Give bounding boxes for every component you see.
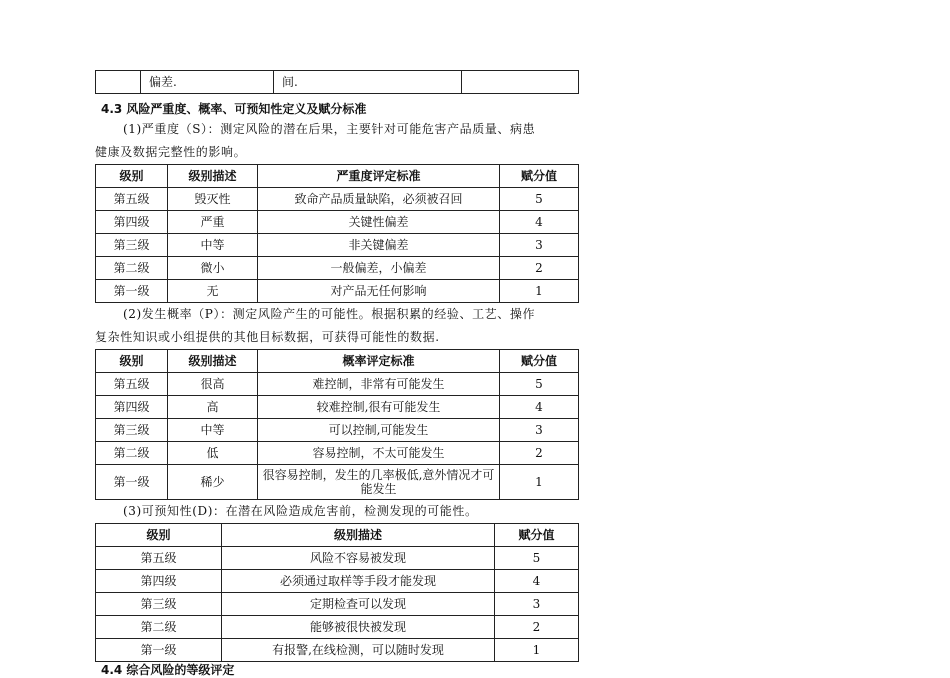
table-cell: 第二级 bbox=[96, 616, 222, 639]
probability-intro-line2: 复杂性知识或小组提供的其他目标数据，可获得可能性的数据. bbox=[95, 330, 440, 344]
table-cell: 1 bbox=[500, 465, 579, 500]
table-cell: 2 bbox=[500, 257, 579, 280]
table-row bbox=[96, 257, 579, 280]
table-cell: 能够被很快被发现 bbox=[222, 616, 495, 639]
table-row bbox=[96, 639, 579, 662]
table-cell: 低 bbox=[168, 442, 258, 465]
table-cell: 对产品无任何影响 bbox=[258, 280, 500, 303]
table-cell: 偏差. bbox=[141, 71, 274, 94]
table-cell bbox=[96, 71, 141, 94]
table-cell: 第二级 bbox=[96, 257, 168, 280]
table-cell: 4 bbox=[495, 570, 579, 593]
table-cell: 第三级 bbox=[96, 234, 168, 257]
table-row bbox=[96, 71, 579, 94]
table-cell: 3 bbox=[500, 419, 579, 442]
severity-intro bbox=[95, 118, 578, 164]
probability-intro-line1: (2)发生概率（P）：测定风险产生的可能性。根据积累的经验、工艺、操作 bbox=[123, 307, 536, 321]
table-cell: 一般偏差，小偏差 bbox=[258, 257, 500, 280]
table-cell: 致命产品质量缺陷，必须被召回 bbox=[258, 188, 500, 211]
table-cell: 第二级 bbox=[96, 442, 168, 465]
severity-table bbox=[95, 164, 579, 303]
table-cell: 很高 bbox=[168, 373, 258, 396]
table-cell: 无 bbox=[168, 280, 258, 303]
table-row bbox=[96, 465, 579, 500]
table-header-row bbox=[96, 350, 579, 373]
table-cell: 非关键偏差 bbox=[258, 234, 500, 257]
table-row bbox=[96, 570, 579, 593]
continued-table bbox=[95, 70, 579, 94]
table-cell: 容易控制，不太可能发生 bbox=[258, 442, 500, 465]
detectability-intro bbox=[95, 500, 578, 523]
table-cell: 第一级 bbox=[96, 280, 168, 303]
table-row bbox=[96, 442, 579, 465]
column-header: 赋分值 bbox=[500, 350, 579, 373]
severity-intro-line1: (1)严重度（S）：测定风险的潜在后果，主要针对可能危害产品质量、病患 bbox=[123, 122, 536, 136]
table-row bbox=[96, 396, 579, 419]
section-heading-4-3: 4.3 风险严重度、概率、可预知性定义及赋分标准 bbox=[101, 102, 367, 116]
table-cell: 稀少 bbox=[168, 465, 258, 500]
table-cell: 5 bbox=[495, 547, 579, 570]
column-header: 级别描述 bbox=[222, 524, 495, 547]
table-header-row bbox=[96, 165, 579, 188]
table-cell: 2 bbox=[500, 442, 579, 465]
column-header: 赋分值 bbox=[495, 524, 579, 547]
table-cell: 第四级 bbox=[96, 396, 168, 419]
table-row bbox=[96, 188, 579, 211]
column-header: 级别 bbox=[96, 165, 168, 188]
detectability-intro-line1: (3)可预知性(D)：在潜在风险造成危害前，检测发现的可能性。 bbox=[123, 504, 478, 518]
table-cell: 微小 bbox=[168, 257, 258, 280]
table-row bbox=[96, 373, 579, 396]
table-row bbox=[96, 234, 579, 257]
table-cell: 1 bbox=[495, 639, 579, 662]
table-row bbox=[96, 280, 579, 303]
table-row bbox=[96, 419, 579, 442]
column-header: 级别描述 bbox=[168, 165, 258, 188]
table-row bbox=[96, 211, 579, 234]
detectability-table bbox=[95, 523, 579, 662]
document-page bbox=[95, 70, 578, 662]
table-cell: 中等 bbox=[168, 419, 258, 442]
table-cell: 1 bbox=[500, 280, 579, 303]
table-cell: 中等 bbox=[168, 234, 258, 257]
table-cell: 较难控制,很有可能发生 bbox=[258, 396, 500, 419]
table-header-row bbox=[96, 524, 579, 547]
probability-intro bbox=[95, 303, 578, 349]
table-cell: 第四级 bbox=[96, 570, 222, 593]
section-heading-4-4: 4.4 综合风险的等级评定 bbox=[101, 663, 235, 677]
column-header: 级别描述 bbox=[168, 350, 258, 373]
table-cell: 4 bbox=[500, 396, 579, 419]
column-header: 概率评定标准 bbox=[258, 350, 500, 373]
table-cell: 难控制，非常有可能发生 bbox=[258, 373, 500, 396]
table-cell: 定期检查可以发现 bbox=[222, 593, 495, 616]
table-cell: 第一级 bbox=[96, 465, 168, 500]
table-cell bbox=[462, 71, 579, 94]
table-cell: 第四级 bbox=[96, 211, 168, 234]
column-header: 严重度评定标准 bbox=[258, 165, 500, 188]
table-cell: 风险不容易被发现 bbox=[222, 547, 495, 570]
table-row bbox=[96, 593, 579, 616]
column-header: 赋分值 bbox=[500, 165, 579, 188]
table-cell: 第五级 bbox=[96, 188, 168, 211]
table-cell: 很容易控制，发生的几率极低,意外情况才可能发生 bbox=[258, 465, 500, 500]
table-row bbox=[96, 616, 579, 639]
table-cell: 第三级 bbox=[96, 419, 168, 442]
table-cell: 3 bbox=[500, 234, 579, 257]
severity-intro-line2: 健康及数据完整性的影响。 bbox=[95, 145, 247, 159]
table-cell: 5 bbox=[500, 188, 579, 211]
table-cell: 毁灭性 bbox=[168, 188, 258, 211]
table-cell: 关键性偏差 bbox=[258, 211, 500, 234]
table-cell: 第三级 bbox=[96, 593, 222, 616]
column-header: 级别 bbox=[96, 350, 168, 373]
table-cell: 第五级 bbox=[96, 547, 222, 570]
table-cell: 4 bbox=[500, 211, 579, 234]
column-header: 级别 bbox=[96, 524, 222, 547]
table-cell: 高 bbox=[168, 396, 258, 419]
table-cell: 5 bbox=[500, 373, 579, 396]
table-cell: 必须通过取样等手段才能发现 bbox=[222, 570, 495, 593]
table-row bbox=[96, 547, 579, 570]
table-cell: 有报警,在线检测，可以随时发现 bbox=[222, 639, 495, 662]
probability-table bbox=[95, 349, 579, 500]
table-cell: 间. bbox=[274, 71, 462, 94]
table-cell: 2 bbox=[495, 616, 579, 639]
table-cell: 第一级 bbox=[96, 639, 222, 662]
table-cell: 可以控制,可能发生 bbox=[258, 419, 500, 442]
table-cell: 3 bbox=[495, 593, 579, 616]
table-cell: 严重 bbox=[168, 211, 258, 234]
table-cell: 第五级 bbox=[96, 373, 168, 396]
